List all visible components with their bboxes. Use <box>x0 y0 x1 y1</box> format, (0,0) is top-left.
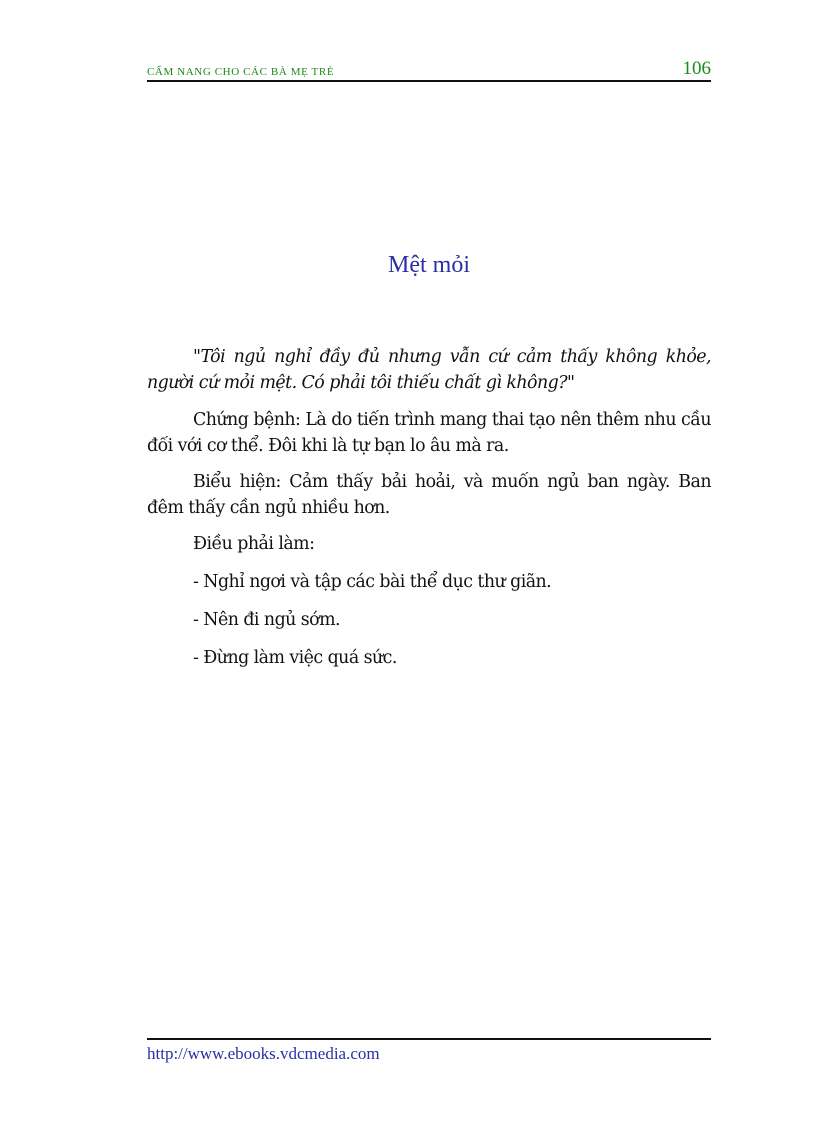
todo-heading: Điều phải làm: <box>193 534 315 554</box>
list-item: - Đừng làm việc quá sức. <box>193 648 397 668</box>
cause-paragraph: Chứng bệnh: Là do tiến trình mang thai tạo nên thêm nhu cầu đối với cơ thể. Đôi khi là tự bạn lo âu mà ra. <box>147 410 711 456</box>
footer-divider <box>147 1038 711 1040</box>
footer-url-link[interactable]: http://www.ebooks.vdcmedia.com <box>147 1044 380 1063</box>
chapter-title: Mệt mỏi <box>388 252 470 278</box>
intro-quote: "Tôi ngủ nghỉ đầy đủ nhưng vẫn cứ cảm thấy không khỏe, người cứ mỏi mệt. Có phải tôi thiếu chất gì không?" <box>147 347 711 393</box>
symptoms-paragraph: Biểu hiện: Cảm thấy bải hoải, và muốn ngủ ban ngày. Ban đêm thấy cần ngủ nhiều hơn. <box>147 472 711 518</box>
list-item: - Nên đi ngủ sớm. <box>193 610 340 630</box>
article-body <box>147 344 711 683</box>
page-header <box>147 58 711 82</box>
list-item: - Nghỉ ngơi và tập các bài thể dục thư giãn. <box>193 572 552 592</box>
page-number: 106 <box>682 58 711 79</box>
book-title: CẨM NANG CHO CÁC BÀ MẸ TRẺ <box>147 66 335 78</box>
header-divider <box>147 80 711 82</box>
